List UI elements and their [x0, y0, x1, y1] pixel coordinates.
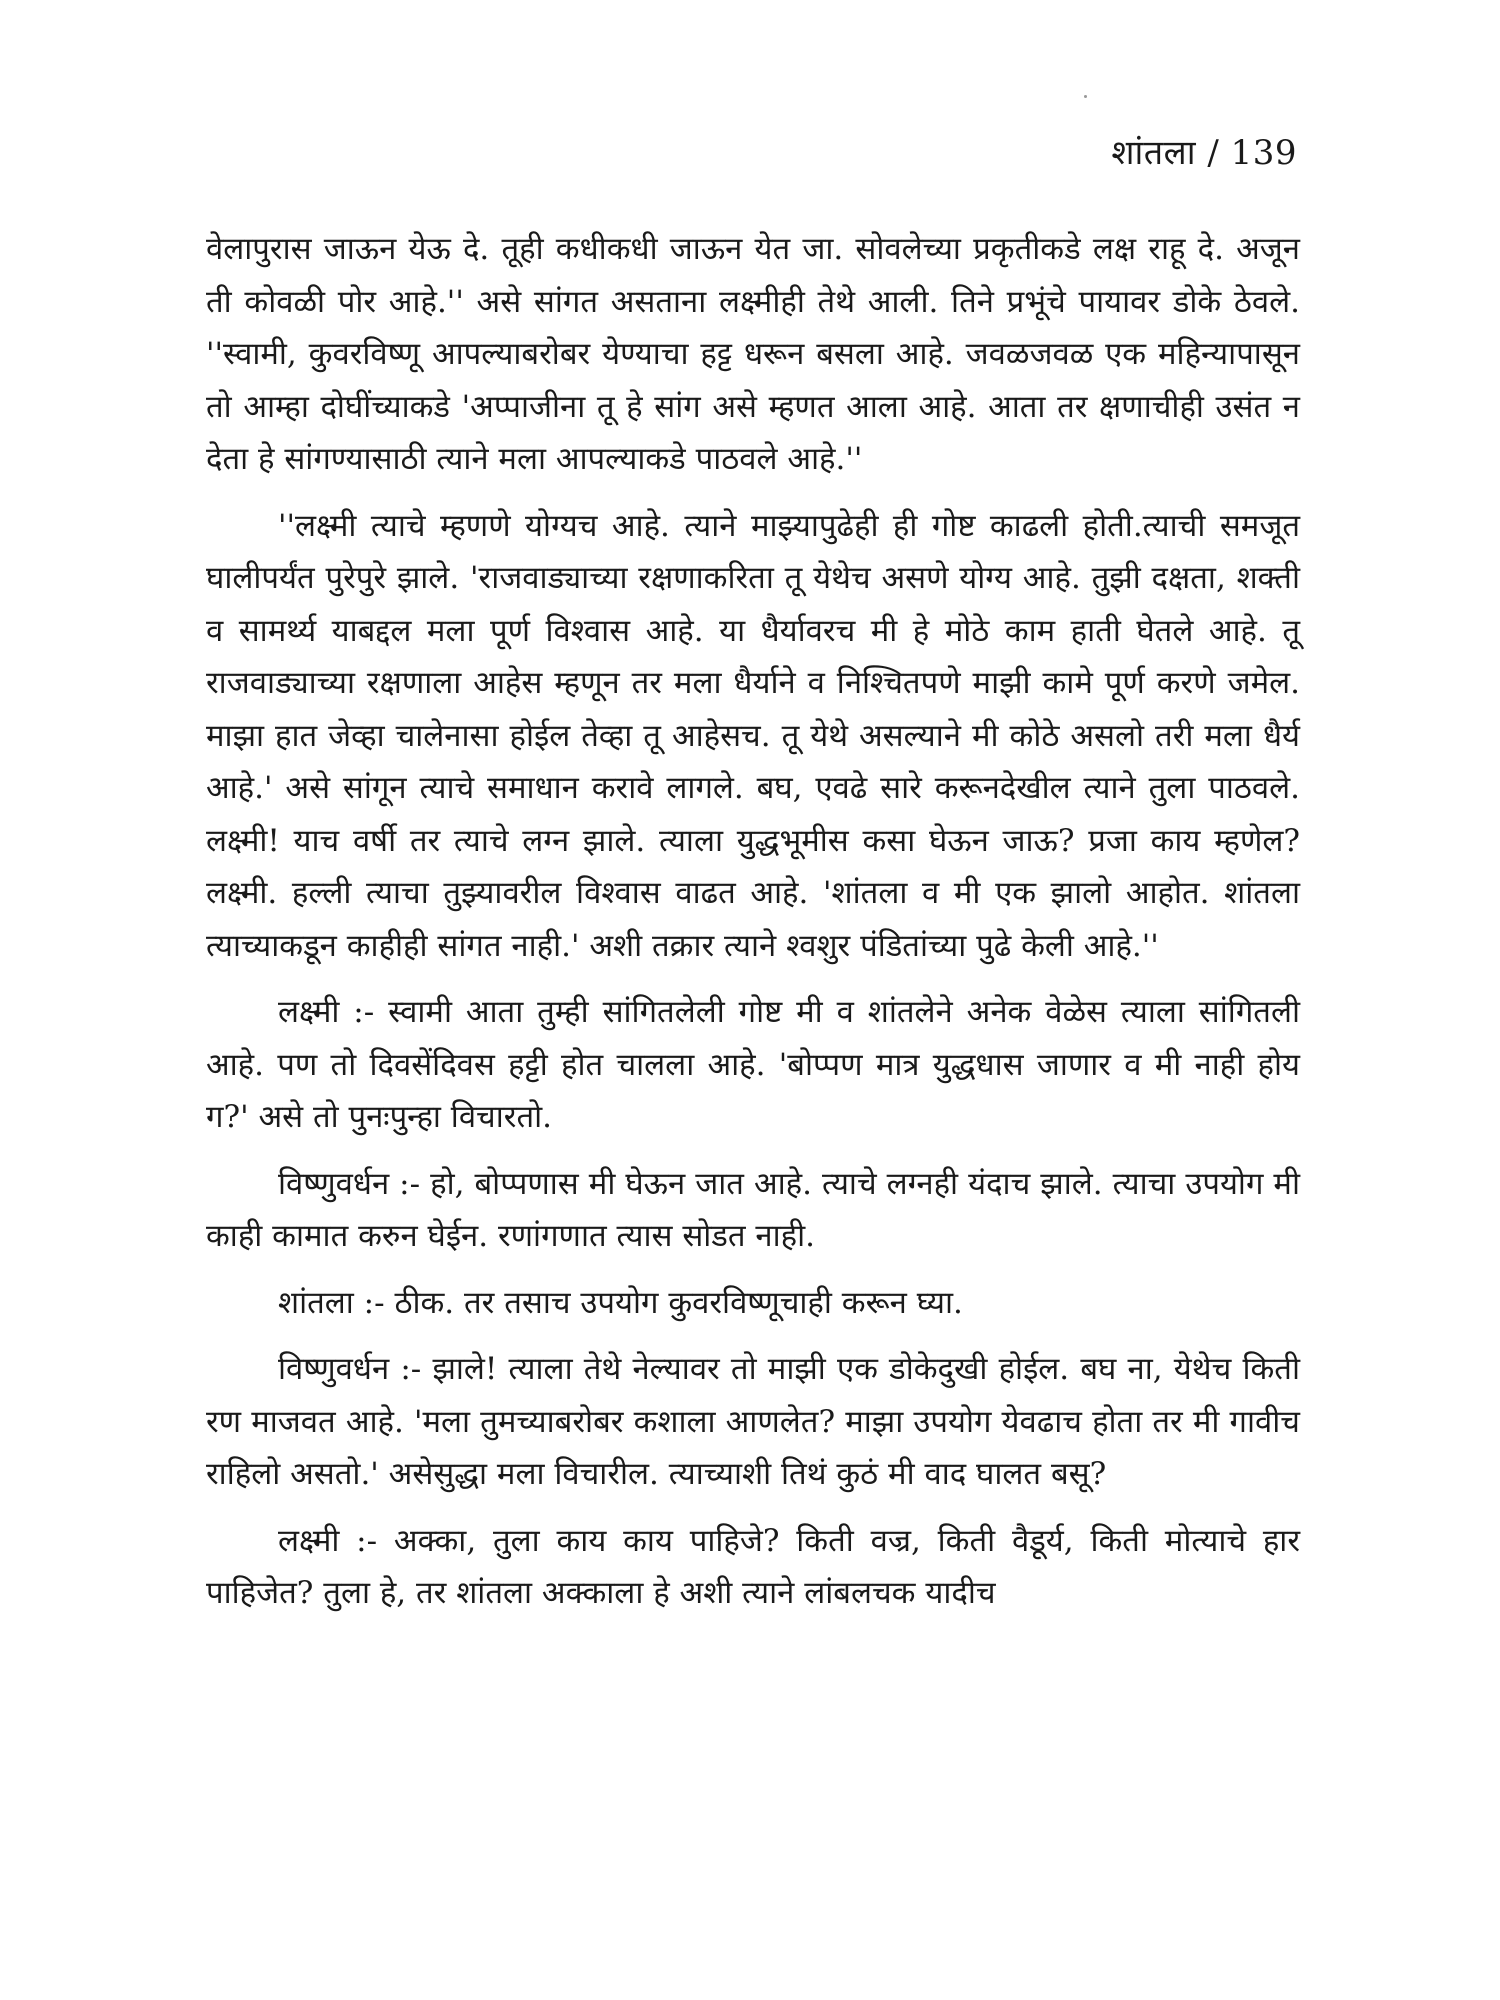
dialogue-paragraph: विष्णुवर्धन :- हो, बोप्पणास मी घेऊन जात आहे. त्याचे लग्नही यंदाच झाले. त्याचा उपयोग मी काही कामात करुन घेईन. रणांगणात त्यास सोडत नाही.	[206, 1165, 1300, 1254]
paragraph: ''लक्ष्मी त्याचे म्हणणे योग्यच आहे. त्याने माझ्यापुढेही ही गोष्ट काढली होती.त्याची समजूत घालीपर्यंत पुरेपुरे झाले. 'राजवाड्याच्या रक्षणाकरिता तू येथेच असणे योग्य आहे. तुझी दक्षता, शक्ती व सामर्थ्य याबद्दल मला पूर्ण विश्वास आहे. या धैर्यावरच मी हे मोठे काम हाती घेतले आहे. तू राजवाड्याच्या रक्षणाला आहेस म्हणून तर मला धैर्याने व निश्चितपणे माझी कामे पूर्ण करणे जमेल. माझा हात जेव्हा चालेनासा होईल तेव्हा तू आहेसच. तू येथे असल्याने मी कोठे असलो तरी मला धैर्य आहे.' असे सांगून त्याचे समाधान करावे लागले. बघ, एवढे सारे करूनदेखील त्याने तुला पाठवले. लक्ष्मी! याच वर्षी तर त्याचे लग्न झाले. त्याला युद्धभूमीस कसा घेऊन जाऊ? प्रजा काय म्हणेल? लक्ष्मी. हल्ली त्याचा तुझ्यावरील विश्वास वाढत आहे. 'शांतला व मी एक झालो आहोत. शांतला त्याच्याकडून काहीही सांगत नाही.' अशी तक्रार त्याने श्वशुर पंडितांच्या पुढे केली आहे.''	[206, 507, 1300, 964]
dialogue-paragraph: लक्ष्मी :- स्वामी आता तुम्ही सांगितलेली गोष्ट मी व शांतलेने अनेक वेळेस त्याला सांगितली आहे. पण तो दिवसेंदिवस हट्टी होत चालला आहे. 'बोप्पण मात्र युद्धधास जाणार व मी नाही होय ग?' असे तो पुनःपुन्हा विचारतो.	[206, 994, 1300, 1135]
dialogue-paragraph: शांतला :- ठीक. तर तसाच उपयोग कुवरविष्णूचाही करून घ्या.	[278, 1284, 963, 1321]
running-header: शांतला / 139	[1111, 133, 1297, 173]
dialogue-paragraph: विष्णुवर्धन :- झाले! त्याला तेथे नेल्यावर तो माझी एक डोकेदुखी होईल. बघ ना, येथेच किती रण माजवत आहे. 'मला तुमच्याबरोबर कशाला आणलेत? माझा उपयोग येवढाच होता तर मी गावीच राहिलो असतो.' असेसुद्धा मला विचारील. त्याच्याशी तिथं कुठं मी वाद घालत बसू?	[206, 1351, 1300, 1492]
scan-speck	[1084, 95, 1087, 98]
paragraph-continuation: वेलापुरास जाऊन येऊ दे. तूही कधीकधी जाऊन येत जा. सोवलेच्या प्रकृतीकडे लक्ष राहू दे. अजून ती कोवळी पोर आहे.'' असे सांगत असताना लक्ष्मीही तेथे आली. तिने प्रभूंचे पायावर डोके ठेवले. ''स्वामी, कुवरविष्णू आपल्याबरोबर येण्याचा हट्ट धरून बसला आहे. जवळजवळ एक महिन्यापासून तो आम्हा दोघींच्याकडे 'अप्पाजीना तू हे सांग असे म्हणत आला आहे. आता तर क्षणाचीही उसंत न देता हे सांगण्यासाठी त्याने मला आपल्याकडे पाठवले आहे.''	[206, 231, 1300, 477]
dialogue-paragraph: लक्ष्मी :- अक्का, तुला काय काय पाहिजे? किती वज्र, किती वैडूर्य, किती मोत्याचे हार पाहिजेत? तुला हे, तर शांतला अक्काला हे अशी त्याने लांबलचक यादीच	[206, 1522, 1300, 1611]
page-body	[206, 223, 1300, 1620]
